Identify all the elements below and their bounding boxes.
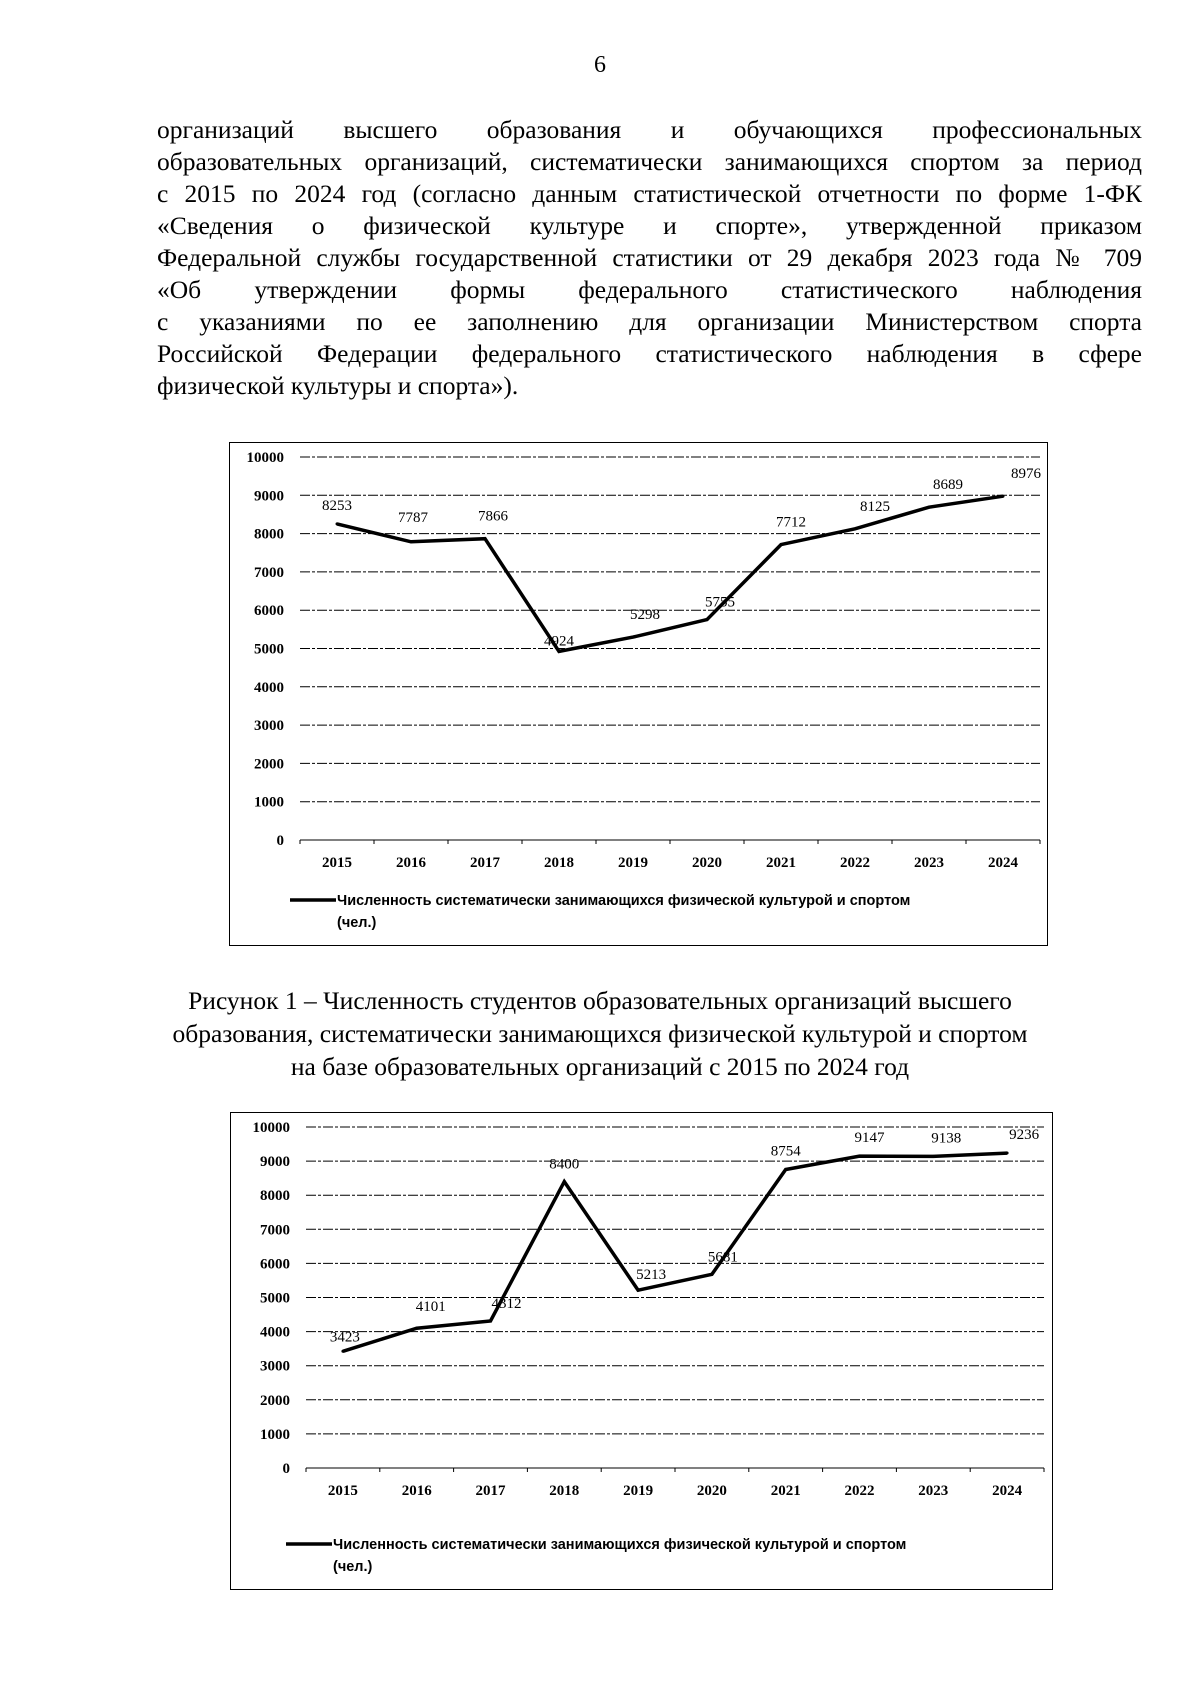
chart1-data-point — [706, 618, 709, 621]
chart1-data-point — [484, 537, 487, 540]
chart2-y-tick-label: 10000 — [252, 1120, 290, 1136]
chart1-series-line — [337, 496, 1003, 651]
chart2-data-label: 4312 — [491, 1295, 522, 1312]
chart2-y-tick-label: 3000 — [260, 1358, 290, 1375]
chart2-series-line — [343, 1153, 1007, 1351]
chart2-data-point — [710, 1273, 713, 1276]
chart2-data-point — [1006, 1152, 1009, 1155]
chart2-data-label: 9147 — [854, 1130, 885, 1147]
chart1-data-point — [928, 506, 931, 509]
chart2-y-tick-label: 9000 — [260, 1154, 290, 1171]
chart2-x-tick-label: 2024 — [992, 1483, 1023, 1499]
chart1-data-label: 7866 — [478, 508, 508, 525]
paragraph-line: образовательных организаций, систематически занимающихся спортом за период — [157, 147, 1142, 176]
chart2-y-tick-label: 7000 — [260, 1222, 290, 1239]
paragraph-line: Российской Федерации федерального статистического наблюдения в сфере — [157, 339, 1142, 368]
chart1-y-tick-label: 9000 — [254, 488, 284, 505]
caption-line: Рисунок 1 – Численность студентов образовательных организаций высшего — [188, 986, 1012, 1015]
chart2-data-point — [932, 1155, 935, 1158]
chart1-y-tick-label: 3000 — [254, 718, 284, 735]
paragraph-line: «Сведения о физической культуре и спорте», утвержденной приказом — [157, 211, 1142, 240]
paragraph-line: Федеральной службы государственной статистики от 29 декабря 2023 года № 709 — [157, 243, 1142, 272]
chart2-x-tick-label: 2017 — [475, 1483, 506, 1499]
chart1-y-tick-label: 2000 — [254, 756, 284, 773]
chart2-data-label: 8400 — [549, 1156, 580, 1173]
chart2-data-point — [489, 1319, 492, 1322]
chart2-x-tick-label: 2015 — [327, 1483, 358, 1499]
chart2-x-tick-label: 2016 — [401, 1483, 432, 1499]
chart2-x-tick-label: 2022 — [844, 1483, 875, 1499]
figure-1-chart-svg — [230, 443, 1049, 947]
chart1-y-tick-label: 10000 — [246, 450, 284, 466]
chart1-data-label: 5755 — [705, 594, 735, 611]
chart1-legend-label: Численность систематически занимающихся физической культурой и спортом — [337, 893, 911, 909]
chart2-y-tick-label: 6000 — [260, 1256, 290, 1273]
chart2-data-label: 5681 — [707, 1249, 738, 1266]
chart2-data-label: 4101 — [415, 1299, 446, 1316]
chart2-data-label: 8754 — [770, 1143, 801, 1160]
chart1-data-point — [336, 522, 339, 525]
figure-1-chart — [229, 442, 1048, 946]
caption-line: на базе образовательных организаций с 2015 по 2024 год — [290, 1052, 910, 1081]
chart2-data-label: 9138 — [931, 1130, 962, 1147]
chart1-x-tick-label: 2021 — [766, 855, 796, 871]
chart1-data-label: 7712 — [776, 514, 806, 531]
chart1-data-label: 4924 — [544, 633, 574, 650]
chart1-y-tick-label: 7000 — [254, 564, 284, 581]
figure-2-chart — [230, 1112, 1053, 1590]
chart2-data-label: 3423 — [329, 1329, 360, 1346]
paragraph-line: «Об утверждении формы федерального статистического наблюдения — [157, 275, 1142, 304]
figure-1-caption — [100, 984, 1100, 1083]
chart1-x-tick-label: 2016 — [396, 855, 426, 871]
chart1-data-point — [632, 636, 635, 639]
chart1-x-tick-label: 2015 — [322, 855, 352, 871]
chart2-x-tick-label: 2021 — [770, 1483, 801, 1499]
chart2-data-point — [341, 1350, 344, 1353]
chart1-data-point — [410, 540, 413, 543]
chart2-data-point — [563, 1180, 566, 1183]
body-paragraph — [157, 114, 1142, 402]
chart1-data-point — [854, 527, 857, 530]
chart2-x-tick-label: 2020 — [696, 1483, 727, 1499]
chart1-x-tick-label: 2018 — [544, 855, 574, 871]
chart1-y-tick-label: 8000 — [254, 526, 284, 543]
chart2-data-point — [637, 1289, 640, 1292]
chart1-x-tick-label: 2022 — [840, 855, 870, 871]
chart1-data-point — [780, 543, 783, 546]
paragraph-line: с указаниями по ее заполнению для организации Министерством спорта — [157, 307, 1142, 336]
chart2-legend-label: Численность систематически занимающихся физической культурой и спортом — [333, 1537, 907, 1553]
chart1-data-label: 8125 — [860, 498, 890, 515]
chart1-x-tick-label: 2023 — [914, 855, 944, 871]
chart1-y-tick-label: 0 — [276, 833, 284, 849]
chart1-data-label: 8689 — [933, 477, 963, 494]
chart1-x-tick-label: 2024 — [988, 855, 1018, 871]
chart1-data-point — [558, 650, 561, 653]
chart1-y-tick-label: 6000 — [254, 603, 284, 620]
caption-line: образования, систематически занимающихся физической культурой и спортом — [172, 1019, 1028, 1048]
chart2-y-tick-label: 5000 — [260, 1290, 290, 1307]
chart2-data-point — [858, 1155, 861, 1158]
chart2-y-tick-label: 0 — [282, 1461, 290, 1477]
paragraph-line: с 2015 по 2024 год (согласно данным статистической отчетности по форме 1-ФК — [157, 179, 1142, 208]
chart2-y-tick-label: 2000 — [260, 1392, 290, 1409]
chart1-legend-label: (чел.) — [337, 915, 377, 931]
chart2-x-tick-label: 2019 — [623, 1483, 654, 1499]
page-number: 6 — [594, 52, 606, 78]
chart1-y-tick-label: 4000 — [254, 679, 284, 696]
chart1-x-tick-label: 2020 — [692, 855, 722, 871]
chart2-legend-label: (чел.) — [333, 1559, 373, 1575]
paragraph-line: физической культуры и спорта»). — [157, 371, 519, 400]
chart2-data-label: 5213 — [636, 1267, 667, 1284]
chart2-x-tick-label: 2018 — [549, 1483, 580, 1499]
chart1-x-tick-label: 2017 — [470, 855, 500, 871]
paragraph-line: организаций высшего образования и обучающихся профессиональных — [157, 115, 1142, 144]
chart2-data-label: 9236 — [1009, 1127, 1040, 1144]
chart2-y-tick-label: 8000 — [260, 1188, 290, 1205]
chart1-y-tick-label: 5000 — [254, 641, 284, 658]
chart1-x-tick-label: 2019 — [618, 855, 648, 871]
chart1-data-label: 5298 — [630, 607, 660, 624]
chart1-data-label: 8976 — [1011, 466, 1041, 483]
figure-2-chart-svg — [231, 1113, 1054, 1591]
chart2-data-point — [415, 1327, 418, 1330]
chart1-data-point — [1002, 495, 1005, 498]
chart2-data-point — [784, 1168, 787, 1171]
chart1-data-label: 8253 — [322, 497, 352, 514]
chart1-data-label: 7787 — [398, 509, 428, 526]
chart1-y-tick-label: 1000 — [254, 794, 284, 811]
chart2-x-tick-label: 2023 — [918, 1483, 949, 1499]
chart2-y-tick-label: 4000 — [260, 1324, 290, 1341]
chart2-y-tick-label: 1000 — [260, 1426, 290, 1443]
